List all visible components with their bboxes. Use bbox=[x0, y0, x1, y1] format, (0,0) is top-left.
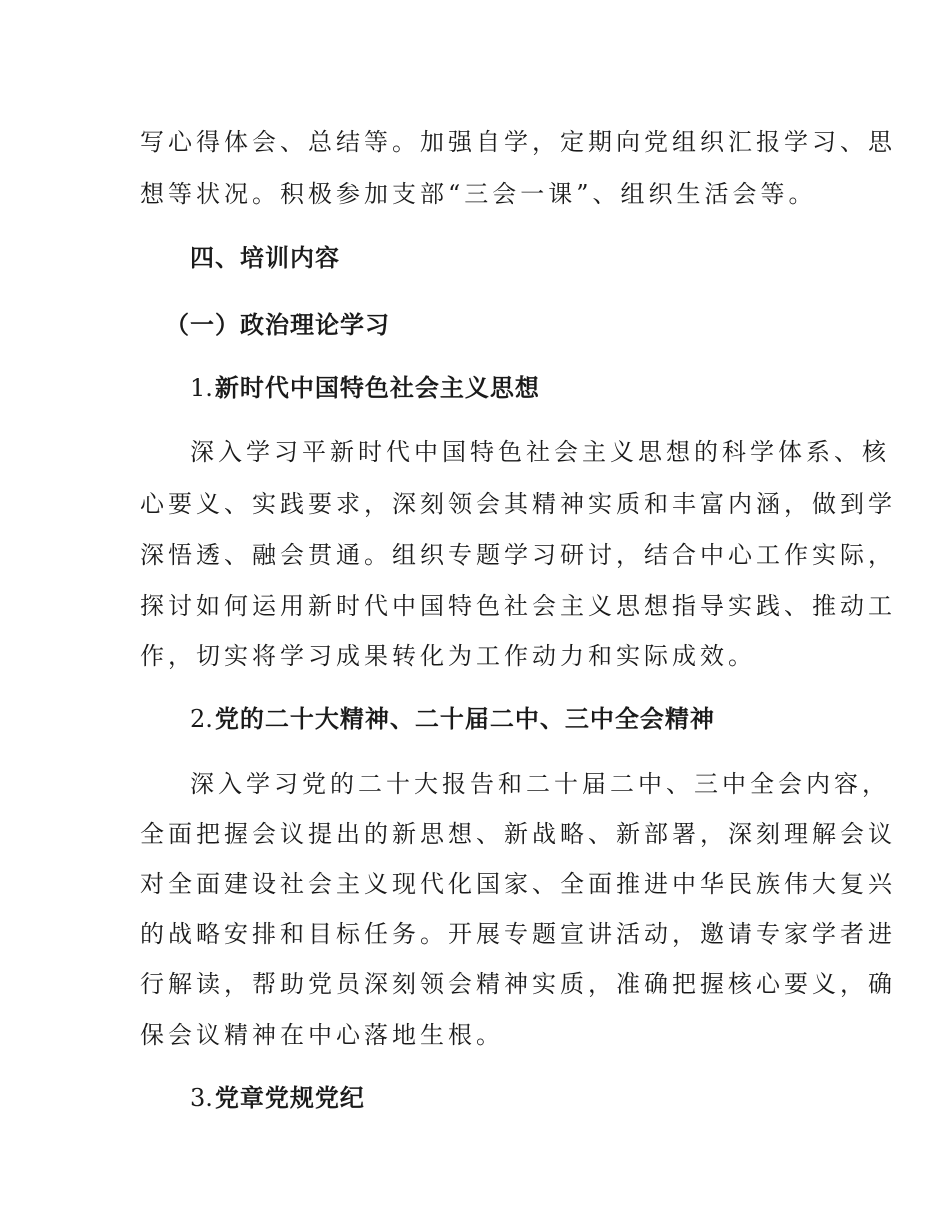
paragraph-line: 对全面建设社会主义现代化国家、全面推进中华民族伟大复兴 bbox=[140, 870, 896, 898]
paragraph-line: 心要义、实践要求，深刻领会其精神实质和丰富内涵，做到学 bbox=[140, 490, 896, 518]
item-title: 新时代中国特色社会主义思想 bbox=[214, 374, 540, 402]
paragraph-line: 深入学习平新时代中国特色社会主义思想的科学体系、核 bbox=[190, 438, 890, 466]
paragraph-line: 保会议精神在中心落地生根。 bbox=[140, 1021, 504, 1049]
paragraph-line: 作，切实将学习成果转化为工作动力和实际成效。 bbox=[140, 642, 756, 670]
subsection-heading: （一）政治理论学习 bbox=[165, 311, 390, 339]
item-heading bbox=[190, 1082, 365, 1114]
section-heading: 四、培训内容 bbox=[190, 244, 340, 272]
item-heading bbox=[190, 372, 540, 404]
item-title: 党章党规党纪 bbox=[214, 1084, 365, 1112]
item-number: 2. bbox=[190, 705, 213, 733]
paragraph-line: 行解读，帮助党员深刻领会精神实质，准确把握核心要义，确 bbox=[140, 970, 896, 998]
paragraph-line: 深悟透、融会贯通。组织专题学习研讨，结合中心工作实际， bbox=[140, 541, 896, 569]
paragraph-line: 探讨如何运用新时代中国特色社会主义思想指导实践、推动工 bbox=[140, 592, 896, 620]
paragraph-line: 深入学习党的二十大报告和二十届二中、三中全会内容， bbox=[190, 770, 890, 798]
paragraph-line: 想等状况。积极参加支部“三会一课”、组织生活会等。 bbox=[140, 180, 817, 208]
paragraph-line: 的战略安排和目标任务。开展专题宣讲活动，邀请专家学者进 bbox=[140, 920, 896, 948]
item-number: 1. bbox=[190, 374, 213, 402]
item-heading bbox=[190, 703, 715, 735]
paragraph-line: 全面把握会议提出的新思想、新战略、新部署，深刻理解会议 bbox=[140, 820, 896, 848]
paragraph-line: 写心得体会、总结等。加强自学，定期向党组织汇报学习、思 bbox=[140, 128, 896, 156]
item-number: 3. bbox=[190, 1084, 213, 1112]
item-title: 党的二十大精神、二十届二中、三中全会精神 bbox=[214, 705, 715, 733]
